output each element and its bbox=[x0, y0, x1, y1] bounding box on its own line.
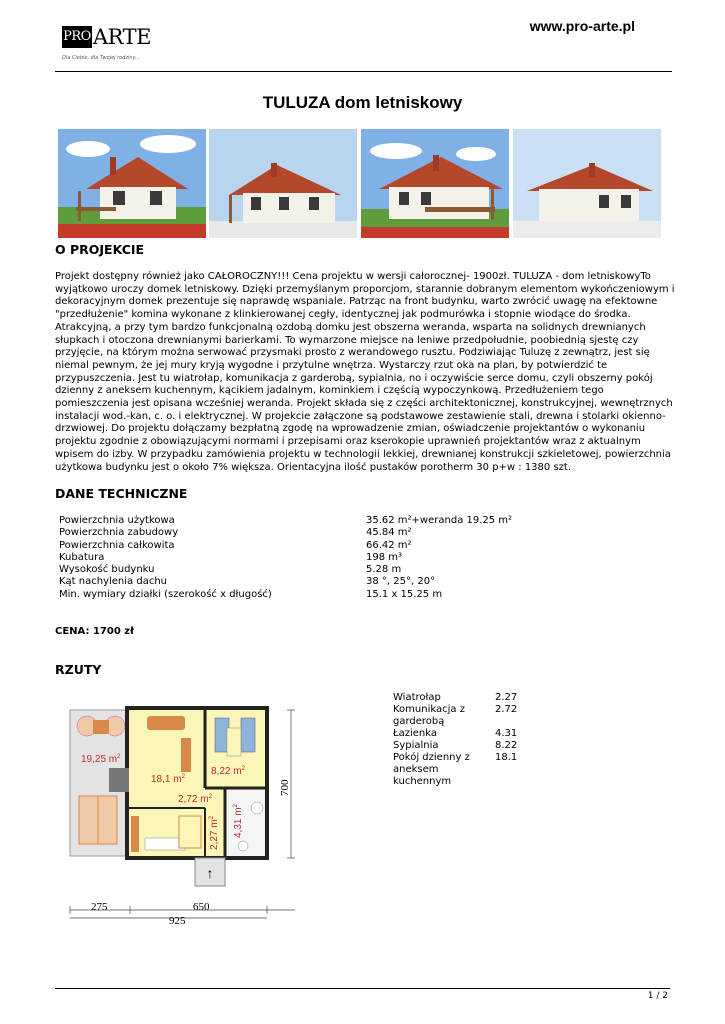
logo-mark: PRO bbox=[62, 26, 92, 48]
list-item bbox=[393, 752, 517, 788]
room-name: Łazienka bbox=[393, 728, 438, 739]
table-row bbox=[59, 552, 579, 564]
spec-label: Wysokość budynku bbox=[59, 564, 155, 576]
room-area: 2.27 bbox=[495, 692, 518, 703]
table-row bbox=[59, 540, 579, 552]
list-item bbox=[393, 728, 517, 740]
list-item bbox=[393, 692, 517, 704]
spec-value: 5.28 m bbox=[366, 564, 402, 576]
spec-value: 45.84 m² bbox=[366, 527, 412, 539]
spec-label: Powierzchnia całkowita bbox=[59, 539, 175, 551]
spec-value: 35.62 m²+weranda 19.25 m² bbox=[366, 515, 513, 526]
svg-text:650: 650 bbox=[193, 901, 210, 913]
room-area: 4.31 bbox=[495, 728, 518, 739]
svg-text:19,25 m2: 19,25 $m^2$ bbox=[81, 754, 121, 765]
spec-value: 15.1 x 15.25 m bbox=[366, 588, 443, 600]
pro-arte-logo[interactable] bbox=[62, 24, 152, 64]
tech-heading: DANE TECHNICZNE bbox=[55, 486, 188, 501]
table-row bbox=[59, 515, 579, 527]
spec-label: Kubatura bbox=[59, 551, 105, 563]
render-thumbnail-back[interactable] bbox=[513, 129, 661, 238]
svg-text:8,22 m2: 8,22 $m^2$ bbox=[211, 766, 245, 777]
table-row bbox=[59, 589, 579, 601]
site-url-link[interactable]: www.pro-arte.pl bbox=[529, 18, 635, 34]
page-title: TULUZA dom letniskowy bbox=[262, 93, 463, 112]
page-number: 1 / 2 bbox=[647, 991, 668, 1001]
table-row bbox=[59, 564, 579, 576]
floor-plan[interactable] bbox=[65, 698, 305, 928]
svg-text:700: 700 bbox=[279, 779, 291, 796]
render-thumbnail-front-right[interactable] bbox=[361, 129, 509, 238]
spec-value: 198 m³ bbox=[366, 551, 403, 563]
spec-value: 66.42 m² bbox=[366, 539, 412, 551]
about-text: Projekt dostępny również jako CAŁOROCZNY!!! Cena projektu w wersji całorocznej- 1900zł. TULUZA - dom letniskowyTo wyjątkowo uroczy domek letniskowy. Dzięki przemyślanym proporcjom, starannie dobranym elementom wykończeniowym i dekoracyjnym domek prezentuje się naprawdę wspaniale. Patrząc na front budynku, warto zwrócić uwagę na efektowne "przedłużenie" komina wykonane z klinkierowanej cegły, identycznej jak podmurówka i stopnie wiodące do środka. Atrakcyjną, a przy tym bardzo funkcjonalną ozdobą domku jest obszerna weranda, wsparta na solidnych drewnianych słupkach i otoczona drewnianymi barierkami. To wymarzone miejsce na leniwe przedpołudnie, poobiednią sjestę czy przyjęcie, na którym można serwować przysmaki prosto z werandowego rusztu. Podziwiając Tuluzę z zewnątrz, jest się niemal pewnym, że jej mury kryją wygodne i przytulne wnętrza. Wystarczy rzut oka na plan, by potwierdzić te przypuszczenia. Jest tu wiatrołap, komunikacja z garderobą, sypialnia, no i oczywiście serce domu, czyli obszerny pokój dzienny z aneksem kuchennym, kącikiem jadalnym, kominkiem i częścią wypoczynkową. Przedłużeniem tego pomieszczenia jest opisana wcześniej weranda. Projekt składa się z części architektonicznej, konstrukcyjnej, wewnętrznych instalacji wod.-kan, c. o. i elektrycznej. W projekcie załączone są podstawowe zestawienie stali, drewna i stolarki okienno-drzwiowej. Do projektu dołączamy bezpłatną zgodę na wprowadzenie zmian, oświadczenie projektantów o wykonaniu projektu zgodnie z obowiązującymi normami i przepisami oraz kserokopie uprawnień projektantów wraz z aktualnym wpisem do izby. W przypadku zamówienia projektu w technologii lekkiej, drewnianej konstrukcji szkieletowej, powierzchnia użytkowa budynku jest o około 7% większa. Orientacyjna ilość pustaków porotherm 30 p+w : 1380 szt. bbox=[55, 271, 675, 473]
render-thumbnail-front-left[interactable] bbox=[58, 129, 206, 238]
room-name: Komunikacja z garderobą bbox=[393, 704, 465, 727]
logo-text: ARTE bbox=[93, 25, 151, 49]
table-row bbox=[59, 576, 579, 588]
header-divider bbox=[55, 71, 672, 72]
footer-divider bbox=[55, 988, 670, 989]
room-name: Wiatrołap bbox=[393, 692, 441, 703]
logo-tagline: Dla Ciebie, dla Twojej rodziny... bbox=[62, 55, 140, 61]
svg-text:275: 275 bbox=[91, 901, 108, 913]
price-label: CENA: 1700 zł bbox=[55, 626, 134, 637]
spec-label: Powierzchnia użytkowa bbox=[59, 515, 175, 526]
entry-arrow-icon: ↑ bbox=[206, 865, 214, 881]
about-heading: O PROJEKCIE bbox=[55, 242, 145, 257]
spec-value: 38 °, 25°, 20° bbox=[366, 576, 436, 588]
svg-text:2,27 m2: 2,27 $m^2$ bbox=[209, 816, 220, 850]
spec-label: Powierzchnia zabudowy bbox=[59, 527, 179, 539]
tech-table bbox=[59, 515, 579, 601]
room-area: 8.22 bbox=[495, 740, 518, 751]
svg-text:4,31 m2: 4,31 $m^2$ bbox=[233, 804, 244, 838]
room-name: Pokój dzienny z aneksem kuchennym bbox=[393, 752, 470, 787]
spec-label: Kąt nachylenia dachu bbox=[59, 576, 168, 588]
room-area: 18.1 bbox=[495, 752, 518, 763]
table-row bbox=[59, 527, 579, 539]
svg-text:925: 925 bbox=[169, 915, 186, 927]
room-name: Sypialnia bbox=[393, 740, 439, 751]
svg-text:2,72 m2: 2,72 $m^2$ bbox=[178, 794, 212, 805]
svg-text:18,1 m2: 18,1 $m^2$ bbox=[151, 774, 185, 785]
room-list bbox=[393, 692, 517, 788]
list-item bbox=[393, 704, 517, 728]
plans-heading: RZUTY bbox=[55, 662, 102, 677]
list-item bbox=[393, 740, 517, 752]
spec-label: Min. wymiary działki (szerokość x długość) bbox=[59, 588, 272, 600]
room-area: 2.72 bbox=[495, 704, 518, 715]
render-thumbnail-front[interactable] bbox=[209, 129, 357, 238]
